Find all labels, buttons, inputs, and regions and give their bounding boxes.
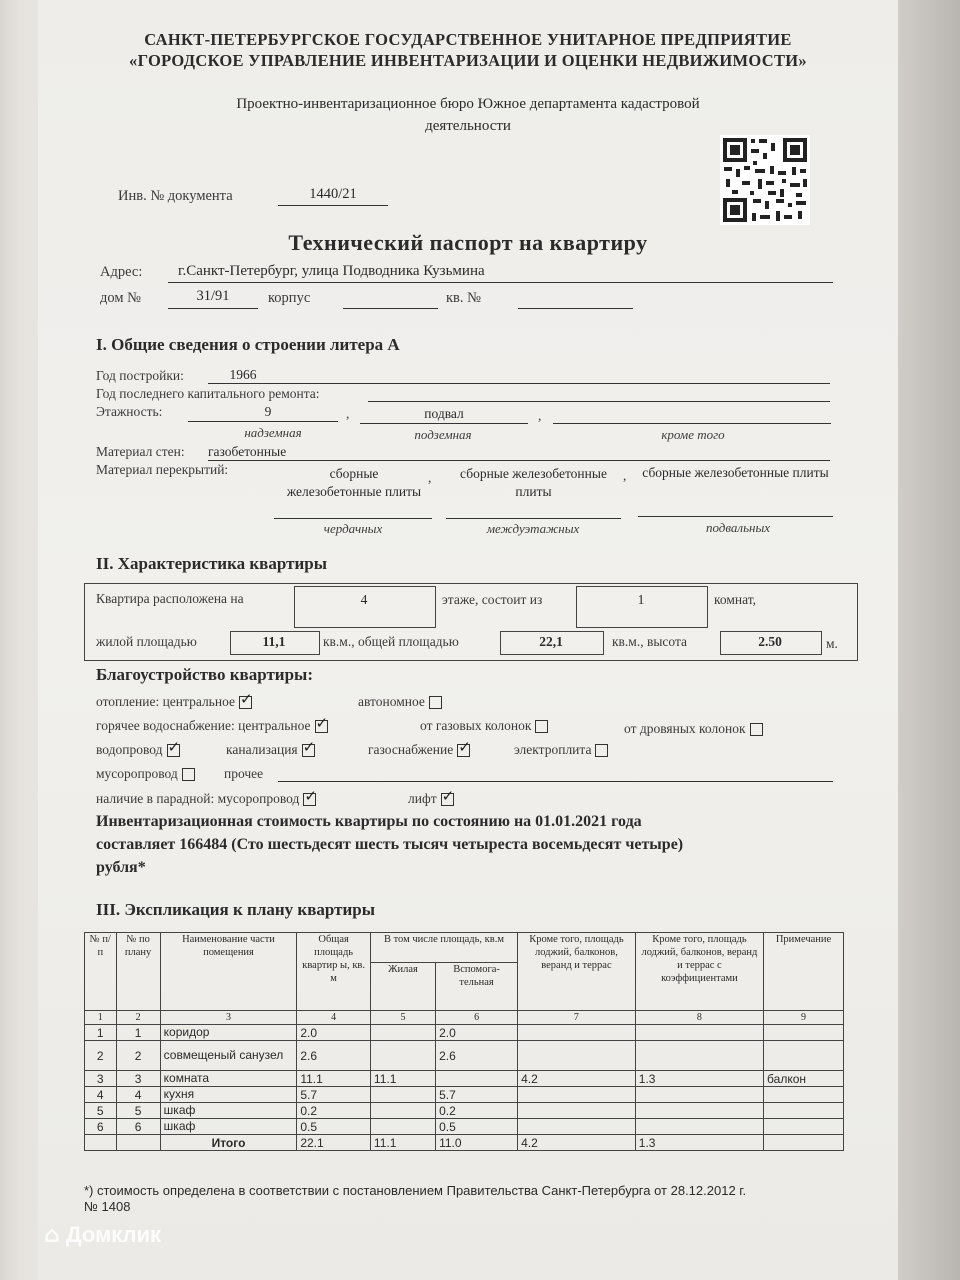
cell-living [370, 1025, 435, 1041]
entrance-garbage-checkbox[interactable] [303, 793, 316, 806]
gas-supply-checkbox[interactable] [457, 744, 470, 757]
table-row [85, 1071, 844, 1087]
bureau-line1: Проектно-инвентаризационное бюро Южное департамента кадастровой [236, 96, 700, 112]
caption-attic: чердачных [323, 521, 383, 536]
water-supply-checkbox[interactable] [167, 744, 180, 757]
entrance-lift-checkbox[interactable] [441, 793, 454, 806]
floor-value: 4 [360, 592, 368, 607]
cell-name: коридор [160, 1025, 297, 1041]
cell-coef: 1.3 [635, 1071, 763, 1087]
cell-note [764, 1025, 844, 1041]
entrance-lift: лифт [408, 791, 437, 806]
valuation-line1: Инвентаризационная стоимость квартиры по состоянию на 01.01.2021 года [96, 813, 642, 830]
sewer-checkbox[interactable] [302, 744, 315, 757]
electric-stove-checkbox[interactable] [595, 744, 608, 757]
cell-plan: 2 [116, 1041, 160, 1071]
section1-heading: I. Общие сведения о строении литера А [96, 335, 400, 354]
total-area-value: 22,1 [539, 634, 563, 649]
water-supply: водопровод [96, 742, 163, 757]
col-header-total: Общая площадь квартир ы, кв. м [297, 933, 371, 1011]
cell-aux: 0.5 [436, 1119, 518, 1135]
cell-living [370, 1041, 435, 1071]
sewer: канализация [226, 742, 298, 757]
amenities-heading: Благоустройство квартиры: [96, 665, 313, 684]
cell-plan: 6 [116, 1119, 160, 1135]
cell-n: 5 [85, 1103, 117, 1119]
floor-material-label: Материал перекрытий: [96, 462, 229, 477]
cell-name: кухня [160, 1087, 297, 1103]
total-total: 22.1 [297, 1135, 371, 1151]
cell-living [370, 1103, 435, 1119]
rooms-value: 1 [637, 592, 645, 607]
cell-aux: 2.6 [436, 1041, 518, 1071]
total-name: Итого [160, 1135, 297, 1151]
cell-coef [635, 1025, 763, 1041]
total-coef: 1.3 [635, 1135, 763, 1151]
heating-central-checkbox[interactable] [239, 696, 252, 709]
col-header-note: Примечание [764, 933, 844, 1011]
heating-label: отопление: [96, 694, 160, 709]
hotwater-wood: от дровяных колонок [624, 721, 746, 736]
cell-n: 6 [85, 1119, 117, 1135]
hotwater-central-checkbox[interactable] [315, 720, 328, 733]
page-title: Технический паспорт на квартиру [288, 230, 648, 255]
heating-central: центральное [162, 694, 235, 709]
qr-code-icon [720, 135, 810, 225]
caption-basement: подвальных [705, 520, 771, 535]
living-area-value: 11,1 [262, 634, 286, 649]
cell-extra [518, 1041, 636, 1071]
col-number: 8 [635, 1011, 763, 1025]
org-name-line1: САНКТ-ПЕТЕРБУРГСКОЕ ГОСУДАРСТВЕННОЕ УНИТАРНОЕ ПРЕДПРИЯТИЕ [144, 30, 792, 49]
table-row [85, 1041, 844, 1071]
house-value: 31/91 [196, 288, 230, 304]
hotwater-central: центральное [238, 718, 311, 733]
valuation-line3: рубля* [96, 859, 146, 876]
cell-note [764, 1041, 844, 1071]
col-number: 4 [297, 1011, 371, 1025]
cell-total: 2.6 [297, 1041, 371, 1071]
cell-extra: 4.2 [518, 1071, 636, 1087]
section2-heading: II. Характеристика квартиры [96, 554, 327, 573]
floors-label: Этажность: [96, 404, 163, 419]
footnote-line2: № 1408 [84, 1199, 131, 1214]
entrance-label: наличие в парадной: [96, 791, 215, 806]
col-header-incl: В том числе площадь, кв.м [370, 933, 517, 963]
last-repair-label: Год последнего капитального ремонта: [96, 386, 320, 401]
hotwater-gas: от газовых колонок [420, 718, 532, 733]
cell-total: 11.1 [297, 1071, 371, 1087]
korpus-label: корпус [268, 290, 311, 306]
caption-below-ground: подземная [414, 427, 472, 442]
valuation-line2: составляет 166484 (Сто шестьдесят шесть тысяч четыреста восемьдесят четыре) [96, 836, 684, 853]
doc-number-label: Инв. № документа [118, 188, 233, 204]
height-value: 2.50 [758, 634, 782, 649]
cell-plan: 3 [116, 1071, 160, 1087]
gas-supply: газоснабжение [368, 742, 454, 757]
cell-extra [518, 1087, 636, 1103]
cell-extra [518, 1103, 636, 1119]
col-number: 7 [518, 1011, 636, 1025]
interfloor-material-value: сборные железобетонные плиты [460, 466, 607, 499]
cell-coef [635, 1041, 763, 1071]
col-header-living: Жилая [370, 963, 435, 1011]
cell-aux [436, 1071, 518, 1087]
cell-coef [635, 1087, 763, 1103]
floors-below-value: подвал [424, 406, 464, 421]
year-built-value: 1966 [229, 367, 257, 382]
cell-coef [635, 1103, 763, 1119]
col-header-coef: Кроме того, площадь лоджий, балконов, веранд и террас с коэффициентами [635, 933, 763, 1011]
cell-coef [635, 1119, 763, 1135]
cell-plan: 4 [116, 1087, 160, 1103]
cell-aux: 5.7 [436, 1087, 518, 1103]
garbage-chute: мусоропровод [96, 766, 178, 781]
hotwater-label: горячее водоснабжение: [96, 718, 235, 733]
floor-suffix: этаже, состоит из [442, 592, 543, 607]
garbage-chute-checkbox[interactable] [182, 768, 195, 781]
hotwater-wood-checkbox[interactable] [750, 723, 763, 736]
hotwater-gas-checkbox[interactable] [535, 720, 548, 733]
col-number: 2 [116, 1011, 160, 1025]
cell-n: 3 [85, 1071, 117, 1087]
cell-total: 5.7 [297, 1087, 371, 1103]
cell-n: 4 [85, 1087, 117, 1103]
cell-n: 2 [85, 1041, 117, 1071]
total-area-label: кв.м., общей площадью [323, 634, 459, 649]
footnote-line1: *) стоимость определена в соответствии с постановлением Правительства Санкт-Петербурга от 28.12.2012 г. [84, 1183, 747, 1198]
table-total-row [85, 1135, 844, 1151]
cell-note [764, 1103, 844, 1119]
walls-label: Материал стен: [96, 444, 185, 459]
cell-total: 0.2 [297, 1103, 371, 1119]
cell-name: шкаф [160, 1119, 297, 1135]
caption-above-ground: надземная [244, 425, 302, 440]
cell-plan: 1 [116, 1025, 160, 1041]
caption-interfloor: междуэтажных [486, 521, 580, 536]
bureau-line2: деятельности [425, 118, 511, 134]
watermark-logo [44, 1222, 161, 1248]
rooms-suffix: комнат, [714, 592, 757, 607]
cell-living [370, 1087, 435, 1103]
cell-note [764, 1087, 844, 1103]
basement-material-value: сборные железобетонные плиты [642, 465, 829, 480]
house-label: дом № [100, 290, 141, 306]
table-row [85, 1119, 844, 1135]
col-number: 5 [370, 1011, 435, 1025]
total-living: 11.1 [370, 1135, 435, 1151]
cell-extra [518, 1025, 636, 1041]
cell-n: 1 [85, 1025, 117, 1041]
caption-besides: кроме того [661, 427, 725, 442]
cell-living [370, 1119, 435, 1135]
height-label: кв.м., высота [612, 634, 688, 649]
cell-extra [518, 1119, 636, 1135]
entrance-garbage: мусоропровод [217, 791, 300, 806]
address-label: Адрес: [100, 264, 143, 280]
cell-name: комната [160, 1071, 297, 1087]
total-empty-cell [85, 1135, 117, 1151]
col-header-n: № п/п [85, 933, 117, 1011]
col-number: 6 [436, 1011, 518, 1025]
house-icon: ⌂ [44, 1223, 60, 1248]
address-value: г.Санкт-Петербург, улица Подводника Кузьмина [178, 263, 485, 279]
cell-total: 0.5 [297, 1119, 371, 1135]
attic-material-value: сборные железобетонные плиты [286, 466, 422, 499]
height-unit: м. [826, 636, 838, 651]
explication-table [84, 932, 844, 1151]
other-label: прочее [224, 766, 264, 781]
col-header-aux: Вспомога-тельная [436, 963, 518, 1011]
cell-note: балкон [764, 1071, 844, 1087]
col-header-plan: № по плану [116, 933, 160, 1011]
doc-number-value: 1440/21 [309, 186, 357, 202]
col-number: 3 [160, 1011, 297, 1025]
cell-total: 2.0 [297, 1025, 371, 1041]
kv-label: кв. № [446, 290, 481, 306]
table-row [85, 1025, 844, 1041]
total-aux: 11.0 [436, 1135, 518, 1151]
watermark-text: Домклик [65, 1222, 162, 1247]
cell-note [764, 1119, 844, 1135]
year-built-label: Год постройки: [96, 368, 184, 383]
section3-heading: III. Экспликация к плану квартиры [96, 900, 375, 919]
walls-value: газобетонные [208, 444, 287, 459]
living-area-label: жилой площадью [96, 634, 197, 649]
cell-aux: 2.0 [436, 1025, 518, 1041]
total-empty-cell [116, 1135, 160, 1151]
org-name-line2: «ГОРОДСКОЕ УПРАВЛЕНИЕ ИНВЕНТАРИЗАЦИИ И ОЦЕНКИ НЕДВИЖИМОСТИ» [129, 51, 807, 70]
col-number: 9 [764, 1011, 844, 1025]
cell-plan: 5 [116, 1103, 160, 1119]
col-header-extra: Кроме того, площадь лоджий, балконов, веранд и террас [518, 933, 636, 1011]
floors-above-value: 9 [264, 404, 272, 419]
document-sheet: САНКТ-ПЕТЕРБУРГСКОЕ ГОСУДАРСТВЕННОЕ УНИТАРНОЕ ПРЕДПРИЯТИЕ «ГОРОДСКОЕ УПРАВЛЕНИЕ ИНВЕНТАРИЗАЦИИ И ОЦЕНКИ НЕДВИЖИМОСТИ» Проектно-инвентаризационное бюро Южное департамента кадастровой деятельности Инв. № документа 1440/21 Технический паспорт на квартиру Адрес: г.Санкт-Петербург, улица Подводника Кузьмина дом № 31/91 корпус кв. № I. Общие сведения о строении литера А Год постройки: 1966 Год последнего капитального ремонта: Этажность: 9 , подвал , надземная подземная кроме того Материал стен: газобетонные Материал перекрытий: сборные железобетонные плиты , сборные железобетонные плиты , сборные железобетонные плиты чердачных междуэтажных подвальных II. Характеристика квартиры Квартира расположена на 4 этаже, состоит из 1 комнат, жилой площадью 11,1 кв.м., общей площадью 22,1 кв.м., высота 2.50 м. Благоустройство квартиры: отопление: центральное✓ автономное горячее водоснабжение: центральное✓ от газовых колонок от дровяных колонок водопровод✓ канализация✓ газоснабжение✓ электроплита мусоропровод прочее наличие в парадной: мусоропровод✓ лифт✓ Инвентаризационная стоимость квартиры по состоянию на 01.01.2021 года составляет 166484 (Сто шестьдесят шесть тысяч четыреста восемьдесят четыре) рубля* III. Экспликация к плану квартиры № п/п № по плану Наименование части помещения Общая площадь квартир ы, кв. м В том числе площадь, кв.м Кроме того, площадь лоджий, балконов, веранд и террас Кроме того, площадь лоджий, балконов, веранд и террас с коэффициентами Примечание Жилая Вспомога-тельная 1 2 3 4 5 6 7 8 9 1 1 коридор 2.0 2.0 2 2 совмещеный санузел 2.6 2.6 3 3 комната 11.1 11.1 4.2 1.3 балкон 4 4 кухня 5.7 5.7 5 5 шкаф 0.2 0.2 6 6 шкаф 0.5 0.5 Итого 22.1 11.1 11.0 4.2 1.3 *) стоимость определена в соответствии с постановлением Правительства Санкт-Петербурга от 28.12.2012 г. № 1408 [38, 0, 898, 1280]
col-header-name: Наименование части помещения [160, 933, 297, 1011]
cell-living: 11.1 [370, 1071, 435, 1087]
table-row [85, 1103, 844, 1119]
total-empty-cell [764, 1135, 844, 1151]
cell-name: шкаф [160, 1103, 297, 1119]
cell-name: совмещеный санузел [160, 1041, 297, 1071]
total-extra: 4.2 [518, 1135, 636, 1151]
located-label: Квартира расположена на [96, 591, 244, 606]
col-number: 1 [85, 1011, 117, 1025]
heating-autonomous-checkbox[interactable] [429, 696, 442, 709]
table-row [85, 1087, 844, 1103]
heating-autonomous: автономное [358, 694, 425, 709]
electric-stove: электроплита [514, 742, 592, 757]
cell-aux: 0.2 [436, 1103, 518, 1119]
